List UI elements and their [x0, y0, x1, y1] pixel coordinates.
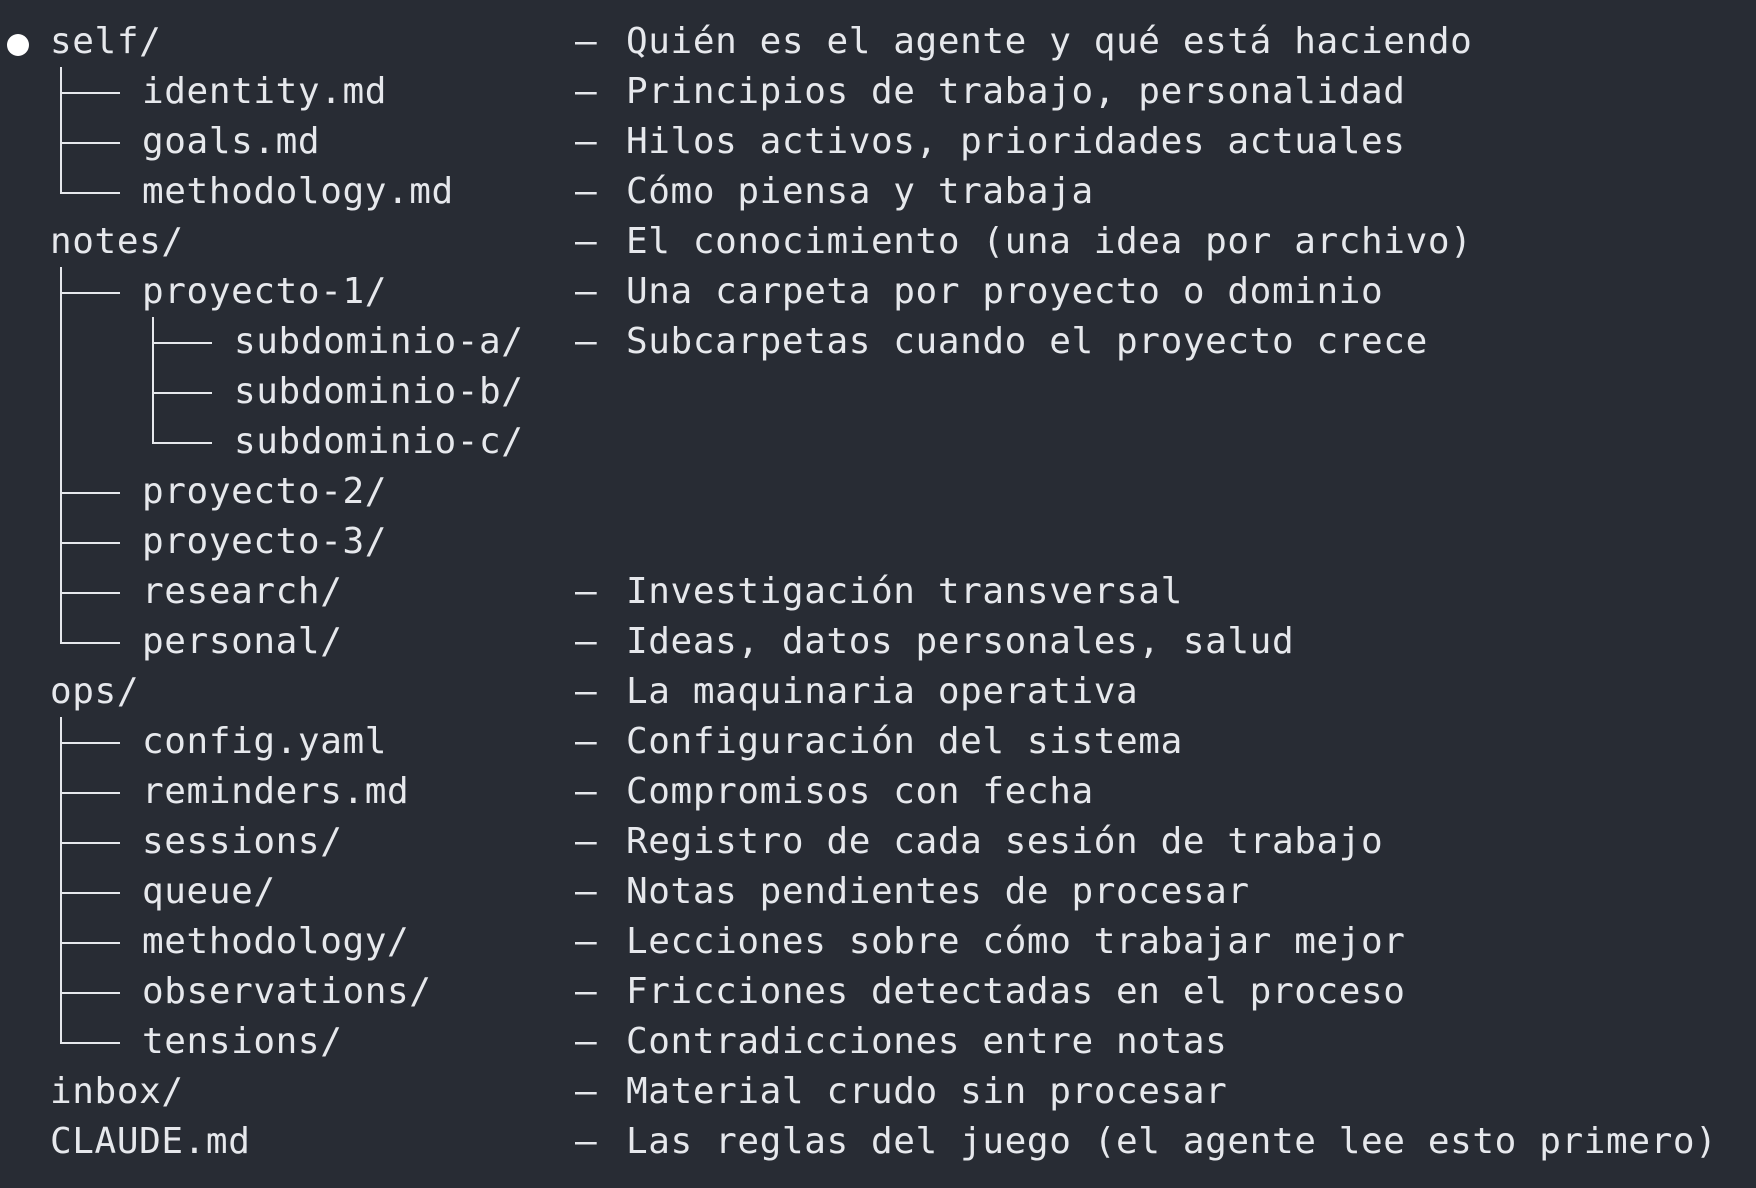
tree-entry-description: Ideas, datos personales, salud — [626, 621, 1295, 662]
tree-entry-description: Lecciones sobre cómo trabajar mejor — [626, 921, 1406, 962]
tree-trunk — [60, 67, 62, 193]
tree-entry-name: self/ — [50, 21, 162, 62]
tree-entry-name: methodology/ — [142, 921, 410, 962]
tree-connector — [152, 442, 212, 444]
tree-connector — [60, 1042, 120, 1044]
tree-entry-description: Material crudo sin procesar — [626, 1071, 1228, 1112]
tree-entry-name: identity.md — [142, 71, 388, 112]
tree-entry-name: sessions/ — [142, 821, 343, 862]
tree-connector — [152, 392, 212, 394]
tree-entry-name: proyecto-3/ — [142, 521, 388, 562]
tree-connector — [60, 992, 120, 994]
separator-dash: — — [575, 1021, 597, 1062]
tree-entry-name: goals.md — [142, 121, 321, 162]
tree-entry-name: queue/ — [142, 871, 276, 912]
tree-entry-name: personal/ — [142, 621, 343, 662]
tree-entry-description: Principios de trabajo, personalidad — [626, 71, 1406, 112]
tree-entry-name: proyecto-1/ — [142, 271, 388, 312]
tree-entry-description: Registro de cada sesión de trabajo — [626, 821, 1384, 862]
tree-entry-name: methodology.md — [142, 171, 454, 212]
separator-dash: — — [575, 221, 597, 262]
tree-entry-name: ops/ — [50, 671, 140, 712]
tree-connector — [60, 842, 120, 844]
bullet-icon — [7, 34, 29, 56]
tree-entry-description: Las reglas del juego (el agente lee esto primero) — [626, 1121, 1718, 1162]
tree-entry-name: proyecto-2/ — [142, 471, 388, 512]
separator-dash: — — [575, 821, 597, 862]
tree-trunk — [152, 317, 154, 443]
tree-entry-description: Investigación transversal — [626, 571, 1183, 612]
tree-connector — [60, 892, 120, 894]
tree-connector — [60, 742, 120, 744]
tree-connector — [60, 492, 120, 494]
tree-entry-name: tensions/ — [142, 1021, 343, 1062]
tree-entry-name: reminders.md — [142, 771, 410, 812]
separator-dash: — — [575, 71, 597, 112]
tree-entry-name: inbox/ — [50, 1071, 184, 1112]
tree-connector — [60, 792, 120, 794]
tree-connector — [60, 542, 120, 544]
separator-dash: — — [575, 571, 597, 612]
tree-trunk — [60, 717, 62, 1043]
tree-trunk — [60, 267, 62, 643]
tree-entry-description: Quién es el agente y qué está haciendo — [626, 21, 1473, 62]
tree-row — [0, 1117, 1756, 1167]
tree-entry-description: Una carpeta por proyecto o dominio — [626, 271, 1384, 312]
tree-connector — [60, 642, 120, 644]
tree-connector — [60, 592, 120, 594]
tree-connector — [60, 92, 120, 94]
tree-entry-description: Contradicciones entre notas — [626, 1021, 1228, 1062]
separator-dash: — — [575, 271, 597, 312]
tree-connector — [152, 342, 212, 344]
tree-entry-description: Cómo piensa y trabaja — [626, 171, 1094, 212]
separator-dash: — — [575, 771, 597, 812]
separator-dash: — — [575, 321, 597, 362]
tree-entry-name: research/ — [142, 571, 343, 612]
separator-dash: — — [575, 971, 597, 1012]
tree-entry-name: config.yaml — [142, 721, 388, 762]
separator-dash: — — [575, 21, 597, 62]
separator-dash: — — [575, 721, 597, 762]
tree-connector — [60, 942, 120, 944]
tree-entry-description: Subcarpetas cuando el proyecto crece — [626, 321, 1428, 362]
separator-dash: — — [575, 871, 597, 912]
tree-entry-description: Fricciones detectadas en el proceso — [626, 971, 1406, 1012]
separator-dash: — — [575, 121, 597, 162]
separator-dash: — — [575, 1121, 597, 1162]
tree-entry-name: subdominio-a/ — [234, 321, 524, 362]
separator-dash: — — [575, 921, 597, 962]
separator-dash: — — [575, 671, 597, 712]
separator-dash: — — [575, 621, 597, 662]
tree-connector — [60, 142, 120, 144]
tree-entry-description: Hilos activos, prioridades actuales — [626, 121, 1406, 162]
tree-entry-name: observations/ — [142, 971, 432, 1012]
tree-connector — [60, 192, 120, 194]
tree-entry-name: subdominio-c/ — [234, 421, 524, 462]
tree-entry-description: El conocimiento (una idea por archivo) — [626, 221, 1473, 262]
tree-entry-description: La maquinaria operativa — [626, 671, 1139, 712]
tree-connector — [60, 292, 120, 294]
tree-entry-name: subdominio-b/ — [234, 371, 524, 412]
separator-dash: — — [575, 171, 597, 212]
tree-entry-name: CLAUDE.md — [50, 1121, 251, 1162]
tree-entry-name: notes/ — [50, 221, 184, 262]
tree-entry-description: Compromisos con fecha — [626, 771, 1094, 812]
tree-entry-description: Configuración del sistema — [626, 721, 1183, 762]
separator-dash: — — [575, 1071, 597, 1112]
tree-entry-description: Notas pendientes de procesar — [626, 871, 1250, 912]
